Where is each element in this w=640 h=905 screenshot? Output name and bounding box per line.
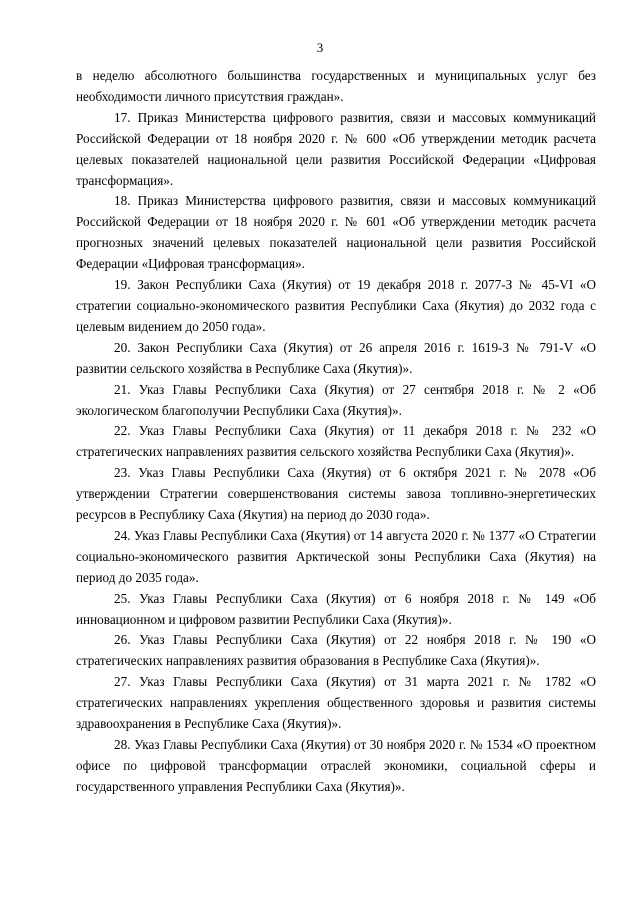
list-item-22: 22. Указ Главы Республики Саха (Якутия) от 11 декабря 2018 г. № 232 «О стратегических направлениях развития сельского хозяйства Республики Саха (Якутия)». — [76, 423, 596, 460]
list-item-23: 23. Указ Главы Республики Саха (Якутия) от 6 октября 2021 г. № 2078 «Об утверждении Стратегии совершенствования системы завоза топливно-энергетических ресурсов в Республику Саха (Якутия) на период до 2030 года». — [76, 465, 596, 523]
page-number: 3 — [316, 40, 324, 55]
list-item-21: 21. Указ Главы Республики Саха (Якутия) от 27 сентября 2018 г. № 2 «Об экологическом благополучии Республики Саха (Якутия)». — [76, 381, 596, 418]
list-item-19: 19. Закон Республики Саха (Якутия) от 19 декабря 2018 г. 2077-З № 45-VI «О стратегии социально-экономического развития Республики Саха (Якутия) до 2032 года с целевым видением до 2050 года». — [76, 277, 596, 334]
list-item-25: 25. Указ Главы Республики Саха (Якутия) от 6 ноября 2018 г. № 149 «Об инновационном и цифровом развитии Республики Саха (Якутия)». — [76, 590, 596, 627]
document-body — [76, 66, 596, 798]
list-item-24: 24. Указ Главы Республики Саха (Якутия) от 14 августа 2020 г. № 1377 «О Стратегии социально-экономического развития Арктической зоны Республики Саха (Якутия) на период до 2035 года». — [76, 527, 596, 585]
list-item-26: 26. Указ Главы Республики Саха (Якутия) от 22 ноября 2018 г. № 190 «О стратегических направлениях развития образования в Республике Саха (Якутия)». — [76, 632, 596, 669]
paragraph-continuation: в неделю абсолютного большинства государственных и муниципальных услуг без необходимости личного присутствия граждан». — [76, 68, 596, 104]
list-item-20: 20. Закон Республики Саха (Якутия) от 26 апреля 2016 г. 1619-З № 791-V «О развитии сельского хозяйства в Республике Саха (Якутия)». — [76, 339, 596, 376]
list-item-27: 27. Указ Главы Республики Саха (Якутия) от 31 марта 2021 г. № 1782 «О стратегических направлениях укрепления общественного здоровья и развития системы здравоохранения в Республике Саха (Якутия)». — [76, 674, 596, 732]
list-item-18: 18. Приказ Министерства цифрового развития, связи и массовых коммуникаций Российской Федерации от 18 ноября 2020 г. № 601 «Об утверждении методик расчета прогнозных значений целевых показателей национальной цели развития Российской Федерации «Цифровая трансформация». — [76, 193, 596, 272]
list-item-17: 17. Приказ Министерства цифрового развития, связи и массовых коммуникаций Российской Федерации от 18 ноября 2020 г. № 600 «Об утверждении методик расчета целевых показателей национальной цели развития Российской Федерации «Цифровая трансформация». — [76, 109, 596, 188]
list-item-28: 28. Указ Главы Республики Саха (Якутия) от 30 ноября 2020 г. № 1534 «О проектном офисе по цифровой трансформации отраслей экономики, социальной сферы и государственного управления Республики Саха (Якутия)». — [76, 737, 596, 794]
